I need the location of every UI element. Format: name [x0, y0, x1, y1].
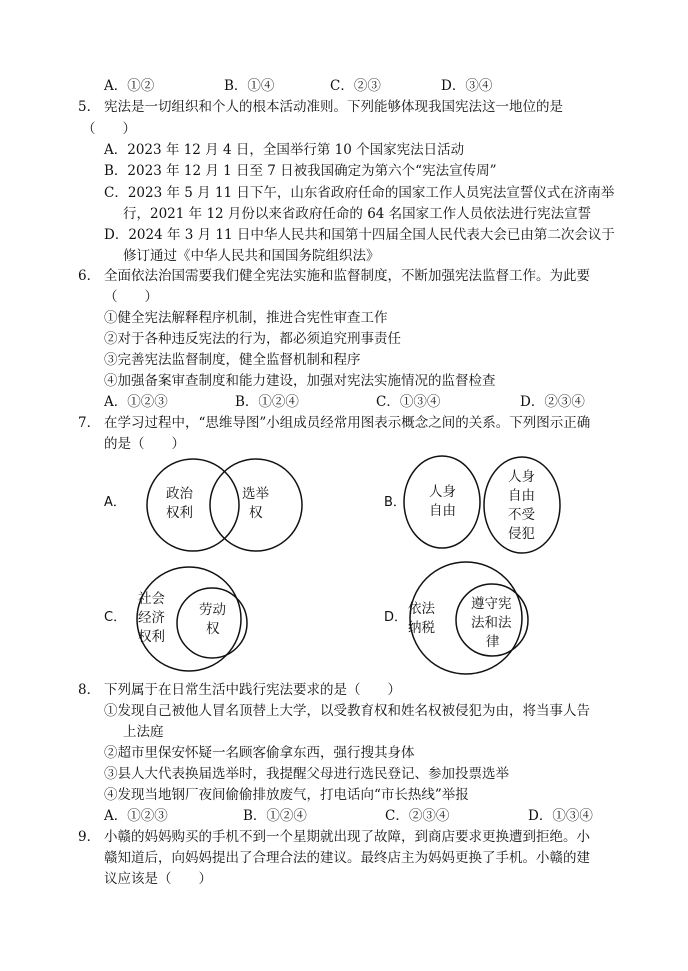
q7-diagram-c: [124, 565, 254, 675]
q8-statement-4: ④发现当地钢厂夜间偷偷排放废气，打电话向“市长热线”举报: [104, 787, 469, 803]
diagram-b-right-label-1: 人身: [508, 469, 535, 485]
diagram-d-outer-label-2: 纳税: [408, 620, 435, 636]
q6-option-d: D．②③④: [520, 394, 585, 410]
diagram-a-left-circle: [147, 459, 239, 551]
q7-option-c-letter: C．: [104, 610, 127, 625]
q6-option-c: C．①③④: [376, 394, 441, 410]
q5-option-b: B．2023 年 12 月 1 日至 7 日被我国确定为第六个“宪法宣传周”: [104, 163, 497, 179]
diagram-d-outer-label-1: 依法: [408, 601, 435, 617]
q5-answer-blank: （ ）: [82, 121, 136, 137]
q7-stem-cont: 的是（ ）: [104, 436, 185, 452]
q5-option-a: A．2023 年 12 月 4 日，全国举行第 10 个国家宪法日活动: [104, 142, 465, 158]
q7-diagram-d-svg: [398, 560, 534, 678]
q7-diagram-b-svg: [400, 452, 560, 558]
q6-options: [104, 392, 624, 412]
q8-statement-1-cont: 上法庭: [123, 724, 164, 740]
q4-option-c: C．②③: [330, 78, 381, 94]
diagram-c-outer-label-1: 社会: [138, 591, 165, 607]
q5-stem: 宪法是一切组织和个人的根本活动准则。下列能够体现我国宪法这一地位的是: [104, 99, 563, 115]
q9-line-2: 赣知道后，向妈妈提出了合理合法的建议。最终店主为妈妈更换了手机。小赣的建: [104, 850, 590, 866]
diagram-d-inner-label-1: 遵守宪: [471, 596, 512, 612]
q4-option-b: B．①④: [224, 78, 275, 94]
q7-diagram-b: [400, 452, 560, 558]
q8-statement-1: ①发现自己被他人冒名顶替上大学，以受教育权和姓名权被侵犯为由，将当事人告: [104, 703, 590, 719]
diagram-b-right-label-3: 不受: [508, 507, 535, 523]
q5-number: 5．: [78, 99, 101, 115]
q5-option-d-cont: 修订通过《中华人民共和国国务院组织法》: [123, 248, 380, 264]
diagram-b-right-label-2: 自由: [508, 488, 535, 504]
diagram-b-right-label-4: 侵犯: [508, 526, 535, 542]
q8-option-c: C．②③④: [385, 808, 450, 824]
q5-option-c: C．2023 年 5 月 11 日下午，山东省政府任命的国家工作人员宪法宣誓仪式在济南举: [104, 185, 615, 201]
diagram-a-left-label-2: 权利: [166, 505, 193, 521]
diagram-a-left-label-1: 政治: [166, 486, 193, 502]
q9-number: 9．: [78, 829, 101, 845]
q5-option-d: D．2024 年 3 月 11 日中华人民共和国第十四届全国人民代表大会已由第二次会议于: [104, 227, 615, 243]
q8-option-b: B．①②④: [243, 808, 307, 824]
diagram-c-inner-label-2: 权: [206, 621, 220, 637]
diagram-d-inner-label-2: 法和法: [471, 615, 512, 631]
diagram-d-inner-label-3: 律: [486, 634, 500, 650]
q6-answer-blank: （ ）: [104, 289, 158, 305]
q6-option-b: B．①②④: [235, 394, 299, 410]
diagram-a-right-label-1: 选举: [242, 486, 269, 502]
q8-number: 8．: [78, 682, 101, 698]
q6-statement-4: ④加强备案审查制度和能力建设，加强对宪法实施情况的监督检查: [104, 373, 496, 389]
diagram-c-outer-label-2: 经济: [138, 610, 165, 626]
q6-option-a: A．①②③: [104, 394, 168, 410]
q4-option-a: A．①②: [104, 78, 155, 94]
q7-diagram-d: [398, 560, 534, 678]
q8-statement-3: ③县人大代表换届选举时，我提醒父母进行选民登记、参加投票选举: [104, 766, 509, 782]
diagram-c-inner-label-1: 劳动: [199, 602, 226, 618]
q5-option-c-cont: 行，2021 年 12 月份以来省政府任命的 64 名国家工作人员依法进行宪法宣誓: [123, 206, 592, 222]
q7-option-b-letter: B．: [384, 495, 406, 510]
q8-option-a: A．①②③: [104, 808, 168, 824]
q6-stem: 全面依法治国需要我们健全宪法实施和监督制度，不断加强宪法监督工作。为此要: [104, 268, 590, 284]
diagram-a-right-label-2: 权: [249, 505, 263, 521]
q4-options: [104, 76, 604, 96]
q7-option-d-letter: D．: [384, 610, 408, 625]
diagram-b-left-label-2: 自由: [429, 503, 456, 519]
q8-stem: 下列属于在日常生活中践行宪法要求的是（ ）: [104, 682, 401, 698]
q7-diagram-c-svg: [124, 565, 254, 675]
q8-option-d: D．①③④: [528, 808, 593, 824]
q6-statement-3: ③完善宪法监督制度，健全监督机制和程序: [104, 352, 361, 368]
q6-statement-2: ②对于各种违反宪法的行为，都必须追究刑事责任: [104, 331, 401, 347]
q7-number: 7．: [78, 415, 101, 431]
q6-number: 6．: [78, 268, 101, 284]
q7-diagram-a-svg: [120, 455, 310, 555]
diagram-c-outer-label-3: 权利: [138, 629, 165, 645]
q7-diagram-a: [120, 455, 310, 555]
diagram-b-left-label-1: 人身: [429, 484, 456, 500]
q7-option-a-letter: A．: [104, 495, 126, 510]
q8-statement-2: ②超市里保安怀疑一名顾客偷拿东西，强行搜其身体: [104, 745, 415, 761]
q8-options: [104, 806, 624, 826]
q7-stem: 在学习过程中，“思维导图”小组成员经常用图表示概念之间的关系。下列图示正确: [104, 415, 591, 431]
q4-option-d: D．③④: [441, 78, 493, 94]
q9-line-3: 议应该是（ ）: [104, 871, 212, 887]
q6-statement-1: ①健全宪法解释程序机制，推进合宪性审查工作: [104, 310, 388, 326]
diagram-b-left-ellipse: [404, 456, 480, 548]
q9-line-1: 小赣的妈妈购买的手机不到一个星期就出现了故障，到商店要求更换遭到拒绝。小: [104, 829, 590, 845]
